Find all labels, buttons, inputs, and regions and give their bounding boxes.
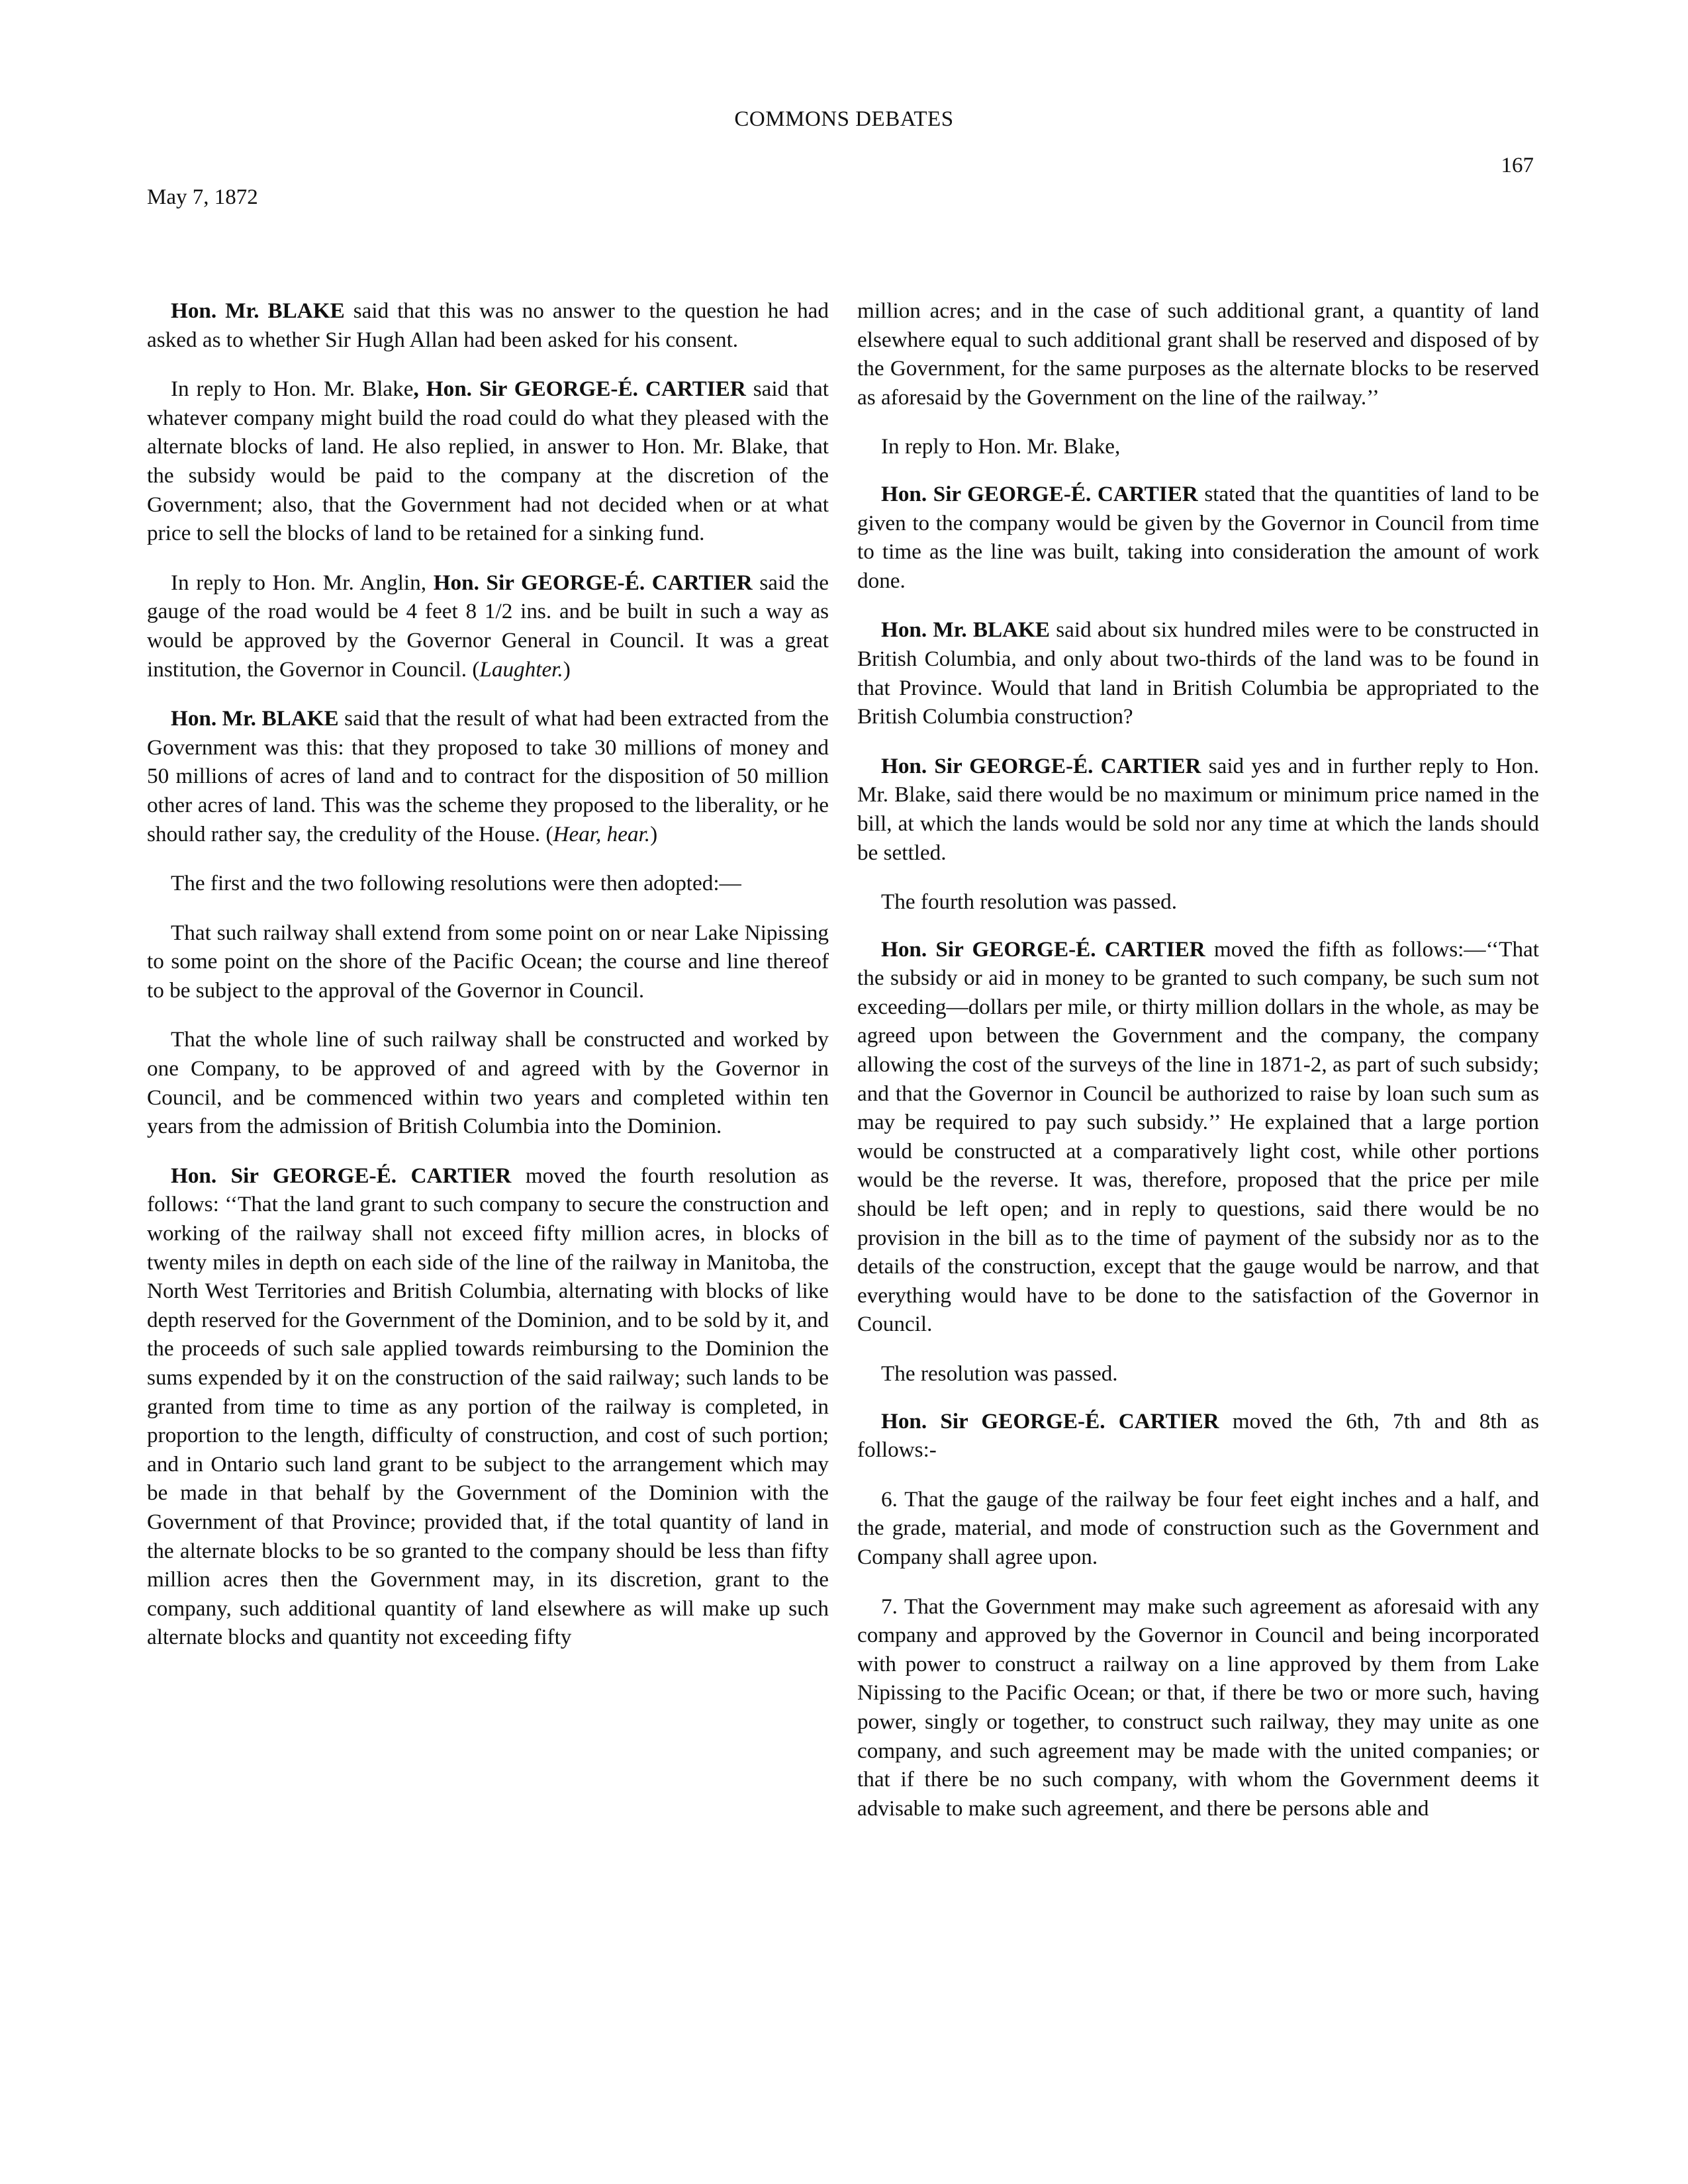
resolution-item: 6. That the gauge of the railway be four feet eight inches and a half, and the grade, material, and mode of construction such as the Government and Company shall agree upon. <box>857 1486 1539 1569</box>
paragraph-text: said that the result of what had been extracted from the Government was this: that they proposed to take 30 millions of money and 50 millions of acres of land and to contract for the disposition of 50 million other acres of land. This was the scheme they proposed to the liberality, or he should rather say, the credulity of the House. <box>147 706 829 846</box>
paragraph-intro: In reply to Hon. Mr. Blake <box>171 377 414 402</box>
speaker-name: Hon. Sir GEORGE-É. CARTIER <box>433 570 753 595</box>
speaker-name: Hon. Sir GEORGE-É. CARTIER <box>881 481 1198 506</box>
paragraph <box>857 480 1539 595</box>
paragraph <box>147 569 829 684</box>
speaker-name: Hon. Mr. BLAKE <box>881 617 1051 643</box>
running-head: COMMONS DEBATES <box>734 107 954 131</box>
left-column <box>147 296 829 1672</box>
speaker-name: , Hon. Sir GEORGE-É. CARTIER <box>413 377 746 402</box>
paragraph <box>147 1161 829 1652</box>
paragraph: In reply to Hon. Mr. Blake, <box>881 434 1121 459</box>
paragraph <box>857 1407 1539 1465</box>
aside-paren: ) <box>563 657 571 682</box>
resolution-paragraph: That such railway shall extend from some point on or near Lake Nipissing to some point on the shore of the Pacific Ocean; the course and line thereof to be subject to the approval of the Governor in Council. <box>147 920 829 1003</box>
speaker-name: Hon. Sir GEORGE-É. CARTIER <box>881 753 1201 778</box>
speaker-name: Hon. Sir GEORGE-É. CARTIER <box>171 1163 512 1188</box>
paragraph <box>147 375 829 548</box>
speaker-name: Hon. Sir GEORGE-É. CARTIER <box>881 1408 1219 1433</box>
paragraph-text: said yes and in further reply to Hon. Mr. Blake, said there would be no maximum or minimum price named in the bill, at which the lands would be sold nor any time at which the lands should be settled. <box>857 753 1539 865</box>
paragraph <box>857 935 1539 1339</box>
aside-text: Laughter. <box>479 657 563 682</box>
paragraph <box>147 296 829 354</box>
aside-text: Hear, hear. <box>553 821 651 846</box>
paragraph-text: said the gauge of the road would be 4 feet 8 1/2 ins. and be built in such a way as would be approved by the Governor General in Council. It was a great institution, the Governor in Council. <box>147 570 829 682</box>
aside-paren: ( <box>472 657 480 682</box>
resolution-paragraph: That the whole line of such railway shall be constructed and worked by one Company, to be approved of and agreed with by the Governor in Council, and be commenced within two years and completed within ten years from the admission of British Columbia into the Dominion. <box>147 1027 829 1139</box>
paragraph <box>857 752 1539 867</box>
paragraph-continuation: million acres; and in the case of such additional grant, a quantity of land elsewhere equal to such additional grant shall be reserved and disposed of by the Government, for the same purposes as the alternate blocks to be reserved as aforesaid by the Government on the line of the railway.’’ <box>857 298 1539 410</box>
speaker-name: Hon. Sir GEORGE-É. CARTIER <box>881 936 1205 962</box>
paragraph <box>147 704 829 848</box>
paragraph: The resolution was passed. <box>881 1361 1118 1386</box>
right-column <box>857 296 1539 1843</box>
paragraph <box>857 615 1539 731</box>
page-date: May 7, 1872 <box>147 185 258 209</box>
paragraph-intro: In reply to Hon. Mr. Anglin, <box>171 570 434 595</box>
paragraph-text: said that this was no answer to the question he had asked as to whether Sir Hugh Allan had been asked for his consent. <box>147 298 829 352</box>
page-number: 167 <box>1501 154 1534 177</box>
aside-paren: ( <box>545 821 553 846</box>
paragraph-text: said that whatever company might build the road could do what they pleased with the alternate blocks of land. He also replied, in answer to Hon. Mr. Blake, that the subsidy would be paid to the company at the discretion of the Government; also, that the Government had not decided when or at what price to sell the blocks of land to be retained for a sinking fund. <box>147 377 829 546</box>
paragraph-text: said about six hundred miles were to be constructed in British Columbia, and only about two-thirds of the land was to be found in that Province. Would that land in British Columbia be appropriated to the British Columbia construction? <box>857 617 1540 729</box>
speaker-name: Hon. Mr. BLAKE <box>171 298 345 323</box>
paragraph-text: moved the 6th, 7th and 8th as follows:- <box>857 1408 1539 1463</box>
paragraph: The first and the two following resolutions were then adopted:— <box>171 871 741 896</box>
paragraph-text: moved the fifth as follows:—‘‘That the subsidy or aid in money to be granted to such company, be such sum not exceeding—dollars per mile, or thirty million dollars in the whole, as may be agreed upon between the Government and the company, the company allowing the cost of the surveys of the line in 1871-2, as part of such subsidy; and that the Governor in Council be authorized to raise by loan such sum as may be required to pay such subsidy.’’ He explained that a large portion would be constructed at a comparatively light cost, while other portions would be the reverse. It was, therefore, proposed that the price per mile should be left open; and in reply to questions, said there would be no provision in the bill as to the time of payment of the subsidy nor as to the details of the construction, except that the gauge would be narrow, and that everything would have to be done to the satisfaction of the Governor in Council. <box>857 936 1539 1337</box>
paragraph-text: stated that the quantities of land to be given to the company would be given by the Governor in Council from time to time as the line was built, taking into consideration the amount of work done. <box>857 481 1539 593</box>
paragraph: The fourth resolution was passed. <box>881 889 1178 915</box>
paragraph-text: moved the fourth resolution as follows: ‘‘That the land grant to such company to secure the construction and working of the railway shall not exceed fifty million acres, in blocks of twenty miles in depth on each side of the line of the railway in Manitoba, the North West Territories and British Columbia, alternating with blocks of like depth reserved for the Government of the Dominion, and to be sold by it, and the proceeds of such sale applied towards reimbursing to the Dominion the sums expended by it on the construction of the said railway; such lands to be granted from time to time as any portion of the railway is completed, in proportion to the length, difficulty of construction, and cost of such portion; and in Ontario such land grant to be subject to the arrangement which may be made in that behalf by the Government of the Dominion with the Government of that Province; provided that, if the total quantity of land in the alternate blocks to be so granted to the company should be less than fifty million acres then the Government may, in its discretion, grant to the company, such additional quantity of land elsewhere as will make up such alternate blocks and quantity not exceeding fifty <box>147 1163 829 1650</box>
resolution-item: 7. That the Government may make such agreement as aforesaid with any company and approved by the Governor in Council and being incorporated with power to construct a railway on a line approved by them from Lake Nipissing to the Pacific Ocean; or that, if there be two or more such, having power, singly or together, to construct such railway, they may unite as one company, and such agreement may be made with the united companies; or that if there be no such company, with whom the Government deems it advisable to make such agreement, and there be persons able and <box>857 1594 1539 1821</box>
speaker-name: Hon. Mr. BLAKE <box>171 706 339 731</box>
aside-paren: ) <box>650 821 658 846</box>
